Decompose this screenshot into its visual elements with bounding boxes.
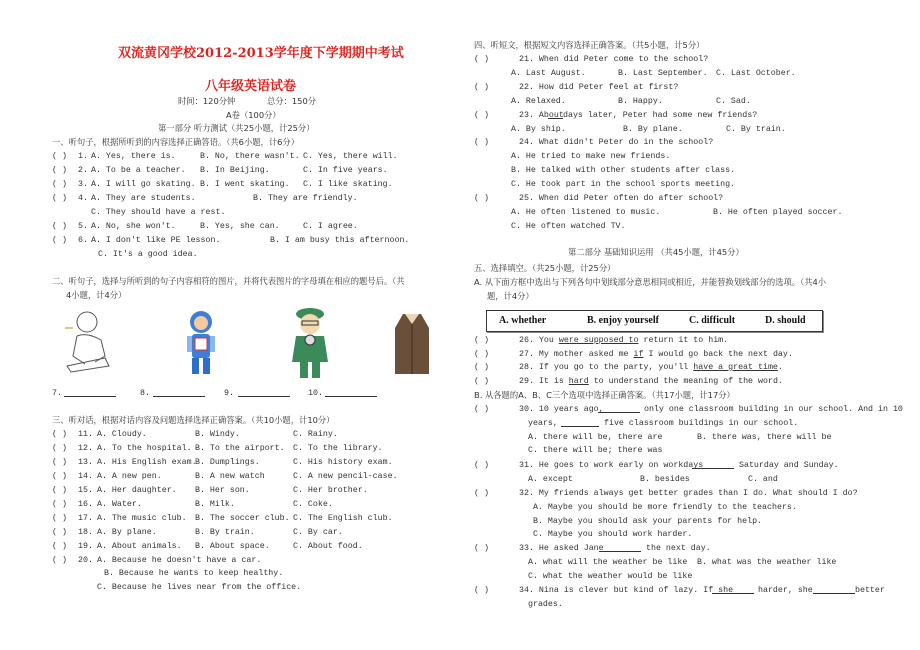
section1-heading: 一、听句子，根据所听到的内容选择正确答语。（共6小题，计6分） xyxy=(52,137,300,147)
question-text: I would go back the next day. xyxy=(643,350,793,359)
option-b: B. Windy. xyxy=(195,430,240,439)
question-text: to understand the meaning of the word. xyxy=(588,377,783,386)
picture-answer-blank[interactable] xyxy=(64,388,116,401)
question-number: 3. xyxy=(78,180,88,189)
jacket-picture xyxy=(393,308,431,378)
option-b: B. To the airport. xyxy=(195,444,285,453)
question-number: 13. xyxy=(78,458,93,467)
answer-bracket[interactable]: ( ) xyxy=(474,55,489,64)
option-c: C. there will be; there was xyxy=(528,446,663,455)
option-c: C. A new pencil-case. xyxy=(293,472,398,481)
option-b: B. He often played soccer. xyxy=(713,208,843,217)
option-b: B. No, there wasn't. xyxy=(200,152,300,161)
option-a: A. I don't like PE lesson. xyxy=(91,236,221,245)
answer-bracket[interactable]: ( ) xyxy=(474,111,489,120)
question-29 xyxy=(519,376,783,387)
answer-blank[interactable] xyxy=(599,543,641,556)
option-a: A. The music club. xyxy=(97,514,187,523)
question-text: years, xyxy=(528,419,558,428)
exam-title: 双流黄冈学校2012-2013学年度下学期期中考试 xyxy=(118,46,404,61)
exam-subtitle: 八年级英语试卷 xyxy=(205,79,297,94)
question-number: 20. xyxy=(78,556,93,565)
option-b: B. there was, there will be xyxy=(697,433,832,442)
answer-blank[interactable] xyxy=(813,585,855,598)
question-text: 24. What didn't Peter do in the school? xyxy=(519,138,714,147)
answer-bracket[interactable]: ( ) xyxy=(474,83,489,92)
question-text: the next day. xyxy=(646,544,711,553)
question-26 xyxy=(519,335,728,346)
option-c: C. Rainy. xyxy=(293,430,338,439)
question-text: 25. When did Peter often do after school? xyxy=(519,194,724,203)
option-a: A. Because he doesn't have a car. xyxy=(97,556,262,565)
answer-bracket[interactable]: ( ) xyxy=(52,542,67,551)
option-b: B. besides xyxy=(640,475,690,484)
picture-question-number: 7. xyxy=(52,389,62,398)
part2-heading: 第二部分 基础知识运用 （共45小题，计45分） xyxy=(568,247,744,257)
question-text: days later, Peter had some new friends? xyxy=(563,111,758,120)
question-number: 15. xyxy=(78,486,93,495)
answer-blank[interactable] xyxy=(692,460,734,473)
answer-blank[interactable] xyxy=(712,585,754,598)
answer-blank[interactable] xyxy=(598,404,640,417)
question-text: 27. My mother asked me xyxy=(519,350,634,359)
question-number: 17. xyxy=(78,514,93,523)
option-b: B. They are friendly. xyxy=(253,194,358,203)
question-text: Saturday and Sunday. xyxy=(739,461,839,470)
question-text: five classroom buildings in our school. xyxy=(604,419,799,428)
question-text: 33. He asked Jane xyxy=(519,544,604,553)
option-c: C. The English club. xyxy=(293,514,393,523)
answer-bracket[interactable]: ( ) xyxy=(474,586,489,595)
question-text: 23. About xyxy=(519,111,564,120)
question-text: grades. xyxy=(528,600,563,609)
question-number: 1. xyxy=(78,152,88,161)
option-a: A. His English exam. xyxy=(97,458,197,467)
box-option-b: B. enjoy yourself xyxy=(587,315,659,326)
option-a: A. Relaxed. xyxy=(511,97,566,106)
option-b: B. I am busy this afternoon. xyxy=(270,236,410,245)
section2-heading: 二、听句子，选择与所听到的句子内容相符的图片，并将代表图片的字母填在相应的题号后。（共 xyxy=(52,276,405,286)
question-text: harder, she xyxy=(758,586,813,595)
picture-answer-blank[interactable] xyxy=(325,388,377,401)
option-b: B. He talked with other students after class. xyxy=(511,166,736,175)
option-a: A. Her daughter. xyxy=(97,486,177,495)
answer-bracket[interactable]: ( ) xyxy=(52,166,67,175)
box-option-d: D. should xyxy=(765,315,806,326)
answer-bracket[interactable]: ( ) xyxy=(474,377,489,386)
option-a: A. By plane. xyxy=(97,528,157,537)
option-b: B. Her son. xyxy=(195,486,250,495)
option-b: B. Maybe you should ask your parents for help. xyxy=(533,517,763,526)
answer-bracket[interactable]: ( ) xyxy=(52,500,67,509)
picture-answer-blank[interactable] xyxy=(238,388,290,401)
answer-bracket[interactable]: ( ) xyxy=(474,194,489,203)
option-b: B. Because he wants to keep healthy. xyxy=(104,569,284,578)
question-number: 12. xyxy=(78,444,93,453)
box-option-c: C. difficult xyxy=(689,315,736,326)
volume-label: A卷（100分） xyxy=(226,110,281,120)
answer-bracket[interactable]: ( ) xyxy=(474,350,489,359)
section2-heading-cont: 4小题，计4分） xyxy=(66,290,127,300)
option-c: C. It's a good idea. xyxy=(98,250,198,259)
question-text: 29. It is xyxy=(519,377,569,386)
section5a-heading-cont: 题，计4分） xyxy=(487,291,534,301)
question-number: 19. xyxy=(78,542,93,551)
option-c: C. By car. xyxy=(293,528,343,537)
picture-answer-blank[interactable] xyxy=(153,388,205,401)
answer-bracket[interactable]: ( ) xyxy=(52,222,67,231)
option-c: C. In five years. xyxy=(303,166,388,175)
exam-total: 总分：150分 xyxy=(267,96,317,106)
answer-bracket[interactable]: ( ) xyxy=(52,472,67,481)
answer-bracket[interactable]: ( ) xyxy=(52,556,67,565)
option-a: A. A new pen. xyxy=(97,472,162,481)
option-c: C. He took part in the school sports meeting. xyxy=(511,180,736,189)
answer-bracket[interactable]: ( ) xyxy=(474,461,489,470)
question-text: return it to him. xyxy=(638,336,729,345)
option-c: C. He often watched TV. xyxy=(511,222,626,231)
option-b: B. By plane. xyxy=(623,125,683,134)
question-text: only one classroom building in our school. And in 10 xyxy=(644,405,903,414)
option-a: A. No, she won't. xyxy=(91,222,176,231)
option-c: C. I like skating. xyxy=(303,180,393,189)
answer-bracket[interactable]: ( ) xyxy=(52,194,67,203)
option-a: A. To be a teacher. xyxy=(91,166,186,175)
question-text: 30. 10 years ago, xyxy=(519,405,604,414)
option-b: B. By train. xyxy=(195,528,255,537)
option-b: B. In Beijing. xyxy=(200,166,270,175)
answer-bracket[interactable]: ( ) xyxy=(52,486,67,495)
boy-drawing-picture xyxy=(65,306,115,378)
option-a: A. Last August. xyxy=(511,69,586,78)
question-text: 34. Nina is clever but kind of lazy. If she xyxy=(519,586,734,595)
option-a: A. He often listened to music. xyxy=(511,208,661,217)
picture-question-number: 10. xyxy=(308,389,323,398)
word-choice-box xyxy=(486,310,823,332)
option-c: C. Yes, there will. xyxy=(303,152,398,161)
underlined-phrase: have a great time xyxy=(693,363,778,372)
option-c: C. Because he lives near from the office. xyxy=(97,583,302,592)
question-text: better xyxy=(855,586,885,595)
question-number: 6. xyxy=(78,236,88,245)
question-text: 21. When did Peter come to the school? xyxy=(519,55,709,64)
option-c: C. By train. xyxy=(726,125,786,134)
option-a: A. They are students. xyxy=(91,194,196,203)
answer-bracket[interactable]: ( ) xyxy=(474,363,489,372)
option-c: C. To the library. xyxy=(293,444,383,453)
option-c: C. what the weather would be like xyxy=(528,572,693,581)
option-c: C. They should have a rest. xyxy=(91,208,226,217)
answer-bracket[interactable]: ( ) xyxy=(52,528,67,537)
box-option-a: A. whether xyxy=(499,315,547,326)
question-text: 31. He goes to work early on workdays xyxy=(519,461,704,470)
option-b: B. Last September. xyxy=(618,69,708,78)
option-b: B. what was the weather like xyxy=(697,558,837,567)
option-b: B. A new watch xyxy=(195,472,265,481)
exam-time: 时间：120分钟 xyxy=(178,96,236,106)
answer-bracket[interactable]: ( ) xyxy=(474,138,489,147)
underlined-phrase: hard xyxy=(568,377,589,386)
question-text: 22. How did Peter feel at first? xyxy=(519,83,679,92)
option-a: A. Maybe you should be more friendly to the teachers. xyxy=(533,503,797,512)
option-a: A. Cloudy. xyxy=(97,430,147,439)
option-a: A. Water. xyxy=(97,500,142,509)
option-c: C. Last October. xyxy=(716,69,796,78)
answer-bracket[interactable]: ( ) xyxy=(474,489,489,498)
option-b: B. About space. xyxy=(195,542,270,551)
question-27 xyxy=(519,349,793,360)
section5a-heading: A. 从下面方框中选出与下列各句中划线部分意思相同或相近，并能替换划线部分的选项。（共4小 xyxy=(474,277,827,287)
question-28 xyxy=(519,362,783,373)
option-a: A. Yes, there is. xyxy=(91,152,176,161)
question-number: 11. xyxy=(78,430,93,439)
option-c: C. Maybe you should work harder. xyxy=(533,530,693,539)
section3-heading: 三、听对话，根据对话内容及问题选择选择正确答案。（共10小题，计10分） xyxy=(52,415,335,425)
option-b: B. I went skating. xyxy=(200,180,290,189)
question-number: 18. xyxy=(78,528,93,537)
part1-heading: 第一部分 听力测试（共25小题，计25分） xyxy=(158,123,315,133)
answer-bracket[interactable]: ( ) xyxy=(474,405,489,414)
section4-heading: 四、听短文，根据短文内容选择正确答案。（共5小题，计5分） xyxy=(474,40,705,50)
option-c: C. His history exam. xyxy=(293,458,393,467)
question-number: 2. xyxy=(78,166,88,175)
option-b: B. Milk. xyxy=(195,500,235,509)
option-a: A. I will go skating. xyxy=(91,180,196,189)
picture-question-number: 9. xyxy=(224,389,234,398)
option-a: A. To the hospital. xyxy=(97,444,192,453)
answer-bracket[interactable]: ( ) xyxy=(474,336,489,345)
option-c: C. I agree. xyxy=(303,222,358,231)
option-b: B. The soccer club. xyxy=(195,514,290,523)
question-number: 4. xyxy=(78,194,88,203)
option-c: C. About food. xyxy=(293,542,363,551)
answer-bracket[interactable]: ( ) xyxy=(52,180,67,189)
robot-picture xyxy=(182,308,220,380)
answer-bracket[interactable]: ( ) xyxy=(52,458,67,467)
picture-question-number: 8. xyxy=(140,389,150,398)
option-c: C. Her brother. xyxy=(293,486,368,495)
option-c: C. Coke. xyxy=(293,500,333,509)
section5b-heading: B. 从各题的A、B、C三个选项中选择正确答案。（共17小题，计17分） xyxy=(474,390,735,400)
question-text: 32. My friends always get better grades than I do. What should I do? xyxy=(519,489,858,498)
option-c: C. Sad. xyxy=(716,97,751,106)
question-text: 28. If you go to the party, you'll xyxy=(519,363,694,372)
underlined-phrase: if xyxy=(633,350,644,359)
question-number: 14. xyxy=(78,472,93,481)
option-a: A. About animals. xyxy=(97,542,182,551)
question-number: 16. xyxy=(78,500,93,509)
underlined-phrase: were supposed to xyxy=(558,336,639,345)
option-b: B. Dumplings. xyxy=(195,458,260,467)
question-number: 5. xyxy=(78,222,88,231)
detective-picture xyxy=(288,306,333,380)
answer-bracket[interactable]: ( ) xyxy=(52,514,67,523)
answer-bracket[interactable]: ( ) xyxy=(52,236,67,245)
option-a: A. except xyxy=(528,475,573,484)
option-b: B. Yes, she can. xyxy=(200,222,280,231)
option-a: A. He tried to make new friends. xyxy=(511,152,671,161)
answer-bracket[interactable]: ( ) xyxy=(52,430,67,439)
answer-bracket[interactable]: ( ) xyxy=(474,544,489,553)
option-a: A. By ship. xyxy=(511,125,566,134)
answer-blank[interactable] xyxy=(561,418,599,431)
answer-bracket[interactable]: ( ) xyxy=(52,444,67,453)
option-a: A. there will be, there are xyxy=(528,433,663,442)
question-text: . xyxy=(777,363,783,372)
answer-blank[interactable] xyxy=(548,110,563,123)
option-c: C. and xyxy=(748,475,778,484)
option-b: B. Happy. xyxy=(618,97,663,106)
option-a: A. what will the weather be like xyxy=(528,558,688,567)
question-text: 26. You xyxy=(519,336,559,345)
section5-heading: 五、选择填空。（共25小题，计25分） xyxy=(474,263,616,273)
answer-bracket[interactable]: ( ) xyxy=(52,152,67,161)
